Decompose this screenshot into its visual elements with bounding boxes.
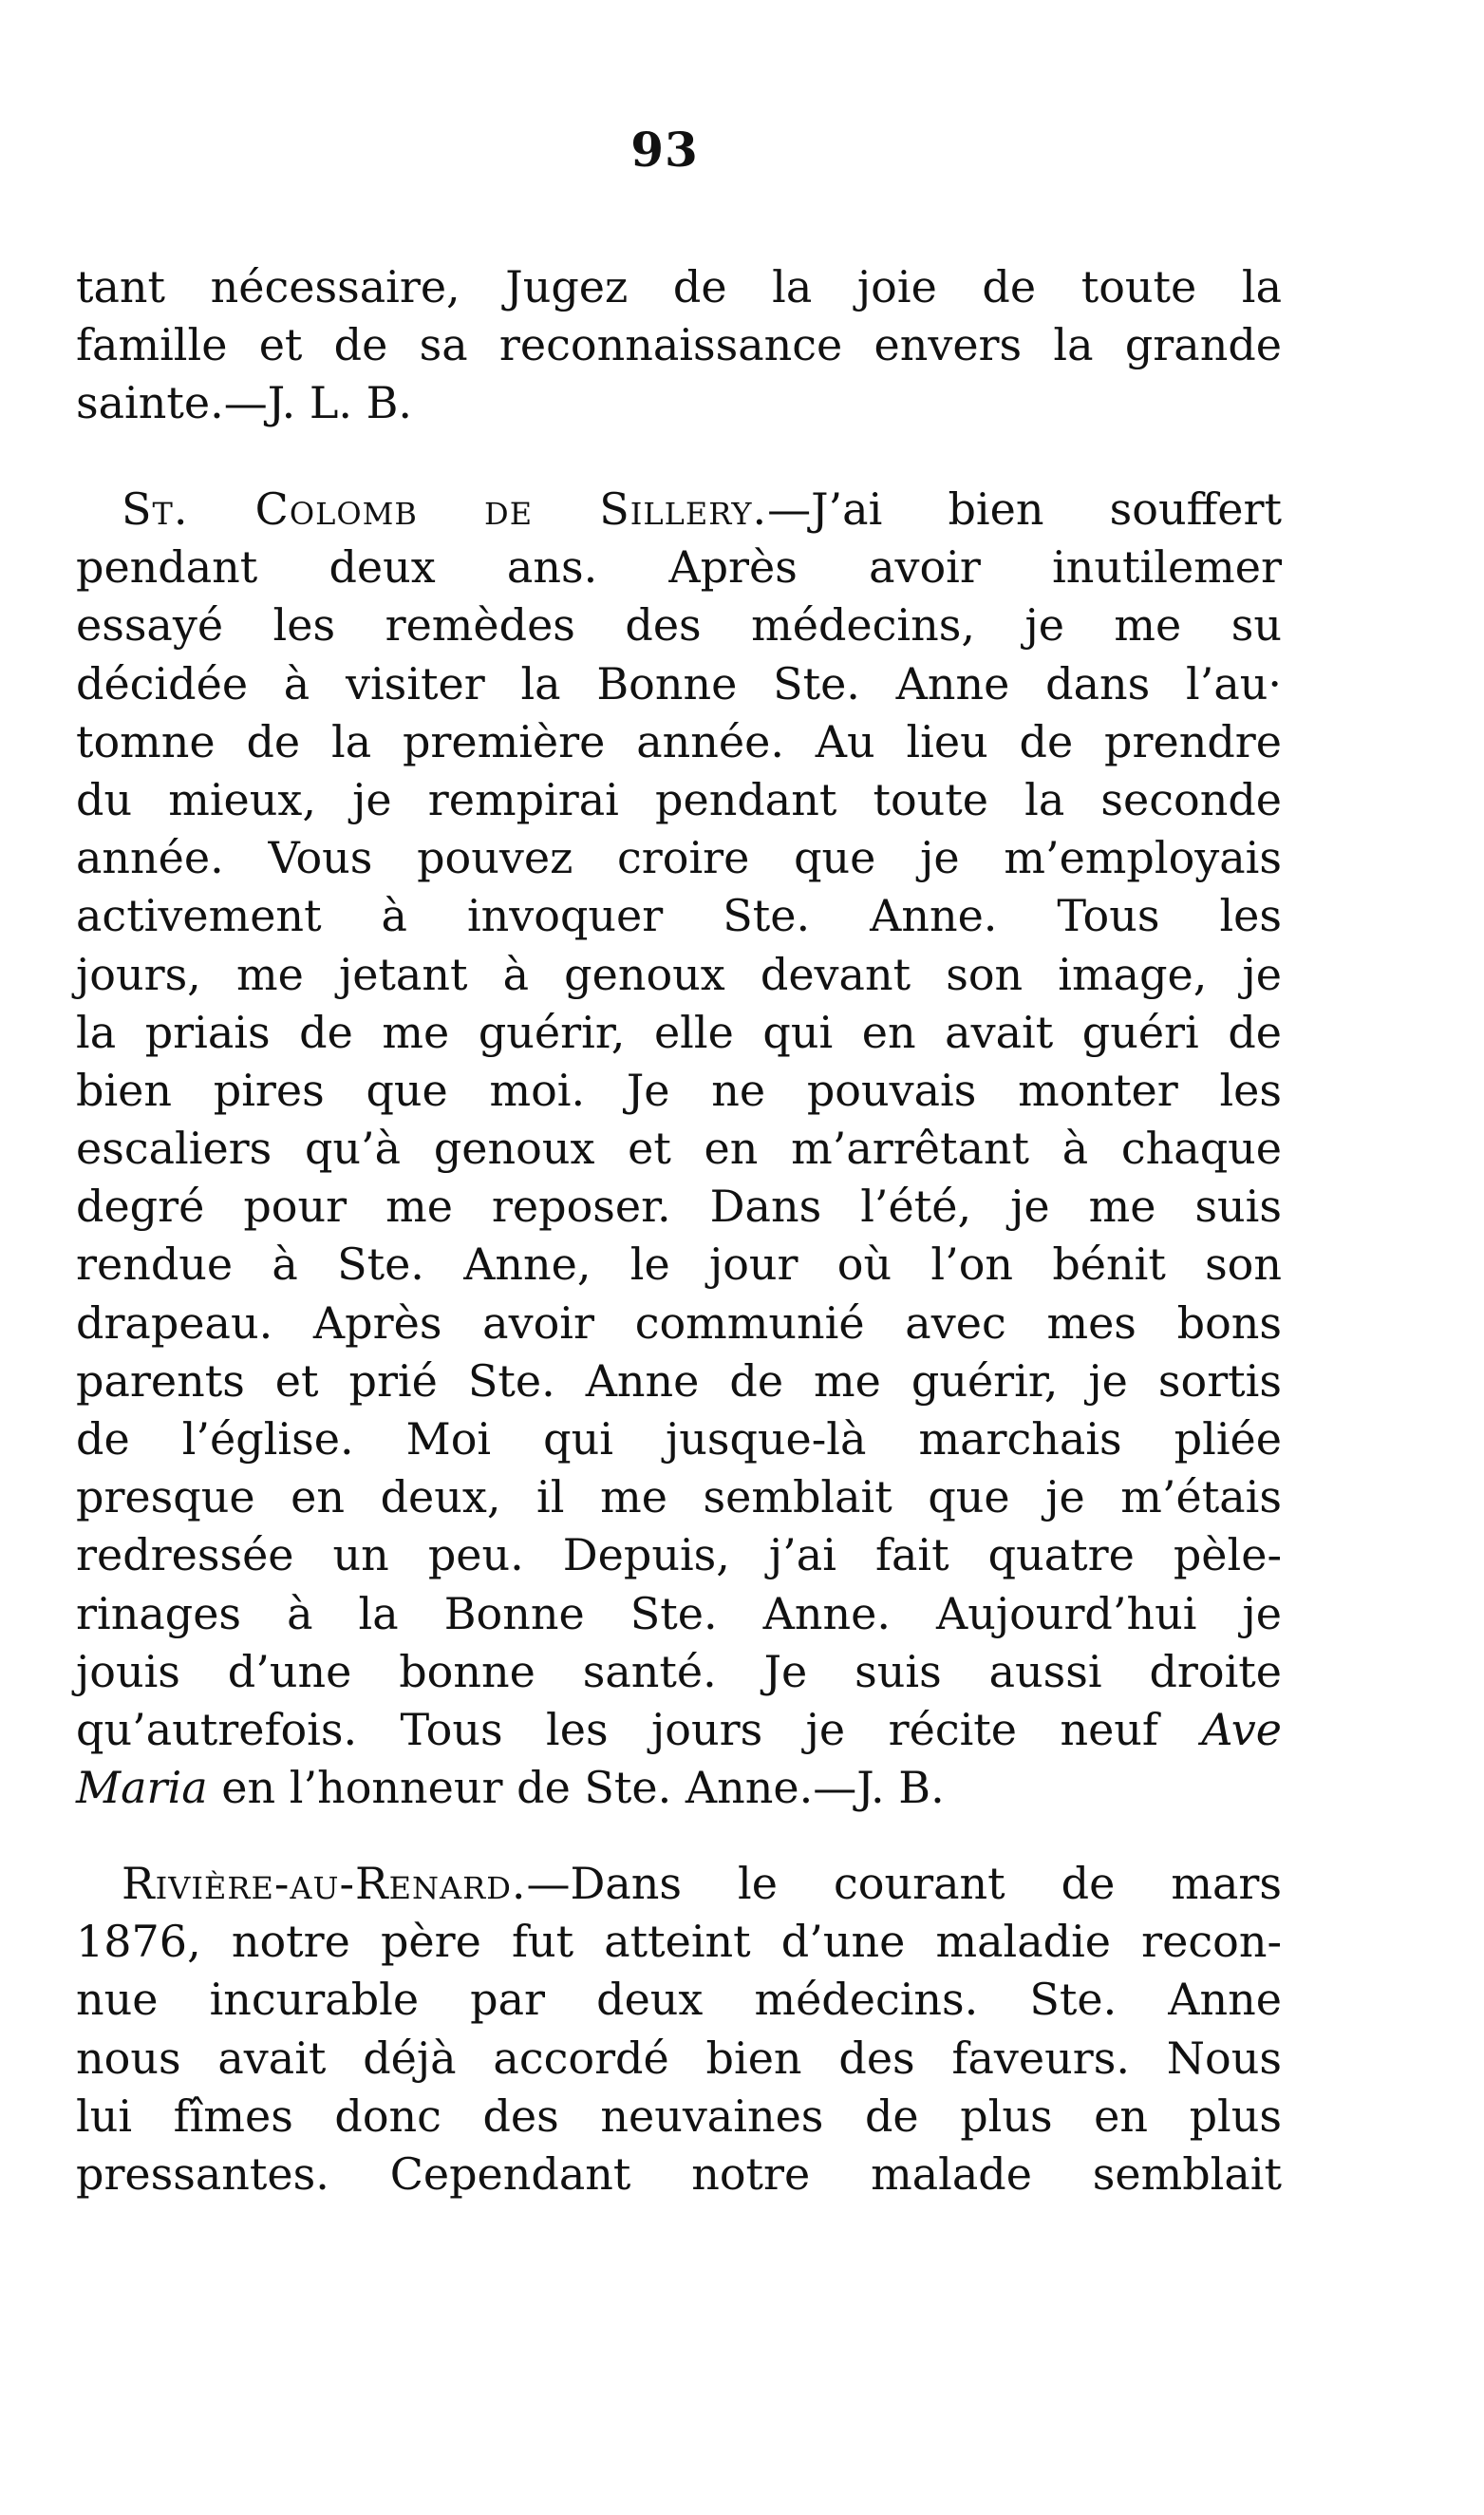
text-line: drapeau. Après avoir communié avec mes bons	[76, 1296, 1282, 1349]
text-line: degré pour me reposer. Dans l’été, je me suis	[76, 1181, 1282, 1233]
text-line: année. Vous pouvez croire que je m’employais	[76, 832, 1282, 884]
text-line-rest: en l’honneur de Ste. Anne.—J. B.	[221, 1762, 945, 1814]
text-line	[76, 481, 1282, 539]
italic-text: Maria	[76, 1762, 208, 1814]
text-line: jouis d’une bonne santé. Je suis aussi droite	[76, 1645, 1282, 1697]
text-line: activement à invoquer Ste. Anne. Tous les	[76, 890, 1282, 942]
text-line: nue incurable par deux médecins. Ste. Anne	[76, 1974, 1282, 2026]
text-line: tomne de la première année. Au lieu de prendre	[76, 715, 1282, 767]
text-line: presque en deux, il me semblait que je m’étais	[76, 1471, 1282, 1523]
place-heading: Rivière-au-Renard.	[122, 1858, 527, 1909]
text-line: nous avait déjà accordé bien des faveurs. Nous	[76, 2032, 1282, 2084]
text-line: pendant deux ans. Après avoir inutilemer	[76, 541, 1282, 594]
text-line: famille et de sa reconnaissance envers la grande	[76, 319, 1282, 371]
text-line: escaliers qu’à genoux et en m’arrêtant à chaque	[76, 1123, 1282, 1175]
text-line	[76, 1759, 1282, 1817]
text-line	[76, 1855, 1282, 1913]
text-line: la priais de me guérir, elle qui en avait guéri de	[76, 1006, 1282, 1058]
text-line-start: qu’autrefois. Tous les jours je récite neuf	[76, 1703, 1158, 1755]
text-line: essayé les remèdes des médecins, je me su	[76, 599, 1282, 652]
paragraph-riviere-au-renard	[76, 1855, 1282, 2203]
italic-text: Ave	[1201, 1703, 1282, 1755]
text-line: du mieux, je rempirai pendant toute la seconde	[76, 773, 1282, 825]
text-line: 1876, notre père fut atteint d’une maladie recon-	[76, 1916, 1282, 1968]
text-line: parents et prié Ste. Anne de me guérir, je sortis	[76, 1354, 1282, 1407]
text-line: pressantes. Cependant notre malade semblait	[76, 2147, 1282, 2200]
text-line: rendue à Ste. Anne, le jour où l’on bénit son	[76, 1239, 1282, 1291]
text-line-rest: —J’ai bien souffert	[767, 483, 1282, 535]
paragraph-testimony-jlb	[76, 258, 1282, 433]
text-line: de l’église. Moi qui jusque-là marchais pliée	[76, 1413, 1282, 1465]
text-line: bien pires que moi. Je ne pouvais monter les	[76, 1064, 1282, 1116]
text-line: lui fîmes donc des neuvaines de plus en plus	[76, 2090, 1282, 2142]
text-line: tant nécessaire, Jugez de la joie de toute la	[76, 261, 1282, 312]
text-line: sainte.—J. L. B.	[76, 377, 413, 429]
text-line: redressée un peu. Depuis, j’ai fait quatre pèle-	[76, 1529, 1282, 1581]
text-line: jours, me jetant à genoux devant son image, je	[76, 948, 1282, 1000]
text-line-rest: —Dans le courant de mars	[526, 1858, 1282, 1909]
place-heading: St. Colomb de Sillery.	[122, 483, 768, 535]
text-line	[76, 1701, 1282, 1759]
paragraph-st-colomb-de-sillery	[76, 481, 1282, 1817]
text-line: rinages à la Bonne Ste. Anne. Aujourd’hui je	[76, 1587, 1282, 1639]
page-number: 93	[630, 122, 699, 178]
text-line: décidée à visiter la Bonne Ste. Anne dans l’au·	[76, 657, 1282, 709]
